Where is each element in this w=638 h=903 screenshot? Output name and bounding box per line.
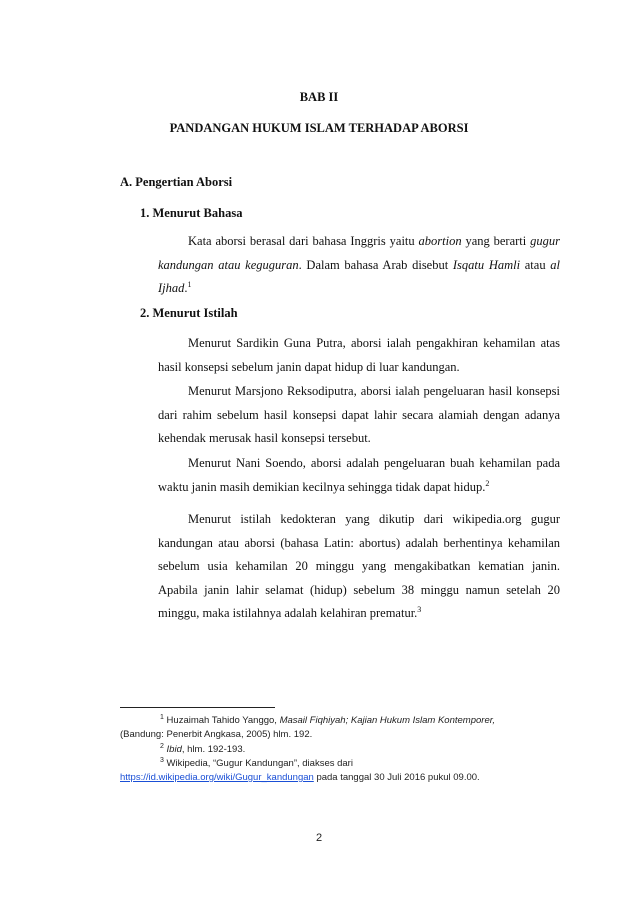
footnote-2-pages: , hlm. 192-193. bbox=[181, 744, 246, 755]
p5-text: Menurut istilah kedokteran yang dikutip dari wikipedia.org gugur kandungan atau aborsi (bahasa Latin: abortus) adalah berhentinya kehamilan sebelum usia kehamilan 20 minggu yang mengakibatkan kematian janin. Apabila janin lahir selamat (hidup) sebelum 38 minggu namun setelah 20 minggu, maka istilahnya adalah kelahiran prematur. bbox=[158, 512, 560, 620]
p4-text: Menurut Nani Soendo, aborsi adalah pengeluaran buah kehamilan pada waktu janin masih demikian kecilnya sehingga tidak dapat hidup. bbox=[158, 456, 560, 494]
paragraph-sardikin: Menurut Sardikin Guna Putra, aborsi ialah pengakhiran kehamilan atas hasil konsepsi sebelum janin dapat hidup di luar kandungan. bbox=[158, 336, 560, 374]
footnote-1-author: Huzaimah Tahido Yanggo, bbox=[166, 715, 280, 726]
footnote-1-title: Masail Fiqhiyah; Kajian Hukum Islam Kontemporer, bbox=[279, 715, 496, 726]
footnote-divider bbox=[120, 707, 275, 708]
paragraph-nani-soendo bbox=[158, 452, 560, 499]
footnote-3-accessed: pada tanggal 30 Juli 2016 pukul 09.00. bbox=[313, 772, 480, 783]
p1-text-9: . bbox=[184, 281, 188, 295]
p1-text-7: atau bbox=[520, 257, 551, 272]
footnote-2-number: 2 bbox=[160, 742, 164, 750]
footnote-1 bbox=[120, 714, 560, 742]
p1-text-3: yang berarti bbox=[461, 234, 531, 248]
footnote-3-source: Wikipedia, “Gugur Kandungan”, diakses dari bbox=[166, 758, 353, 769]
footnote-3-number: 3 bbox=[160, 756, 164, 764]
p1-italic-ijhad: al Ijhad bbox=[158, 257, 561, 295]
footnote-2-ibid: Ibid bbox=[166, 744, 182, 755]
subsection-heading-2: 2. Menurut Istilah bbox=[140, 306, 238, 320]
footnote-3 bbox=[120, 757, 560, 785]
footnote-3-link[interactable]: https://id.wikipedia.org/wiki/Gugur_kandungan bbox=[120, 772, 314, 783]
page-number: 2 bbox=[315, 832, 323, 844]
p1-italic-abortion: abortion bbox=[418, 234, 462, 248]
footnote-ref-1[interactable]: 1 bbox=[187, 279, 192, 289]
paragraph-bahasa bbox=[158, 230, 560, 301]
footnote-ref-3[interactable]: 3 bbox=[417, 604, 422, 614]
footnote-1-number: 1 bbox=[160, 713, 164, 721]
chapter-number: BAB II bbox=[299, 90, 339, 104]
p1-italic-gugur: gugur kandungan atau keguguran bbox=[158, 234, 560, 272]
paragraph-marsjono: Menurut Marsjono Reksodiputra, aborsi ialah pengeluaran hasil konsepsi dari rahim sebelum hasil konsepsi dapat lahir secara alamiah dengan adanya kehendak merusak hasil konsepsi tersebut. bbox=[158, 384, 560, 445]
footnote-ref-2[interactable]: 2 bbox=[485, 478, 490, 488]
p1-text-1: Kata aborsi berasal dari bahasa Inggris yaitu bbox=[188, 234, 419, 248]
footnote-2 bbox=[120, 743, 560, 757]
subsection-heading-1: 1. Menurut Bahasa bbox=[140, 206, 243, 220]
section-heading-a: A. Pengertian Aborsi bbox=[120, 175, 233, 189]
paragraph-kedokteran bbox=[158, 508, 560, 626]
p1-text-5: . Dalam bahasa Arab disebut bbox=[298, 257, 453, 272]
footnote-1-publisher: (Bandung: Penerbit Angkasa, 2005) hlm. 192. bbox=[120, 729, 313, 740]
p1-italic-isqatu: Isqatu Hamli bbox=[452, 257, 521, 272]
chapter-title: PANDANGAN HUKUM ISLAM TERHADAP ABORSI bbox=[169, 121, 469, 135]
